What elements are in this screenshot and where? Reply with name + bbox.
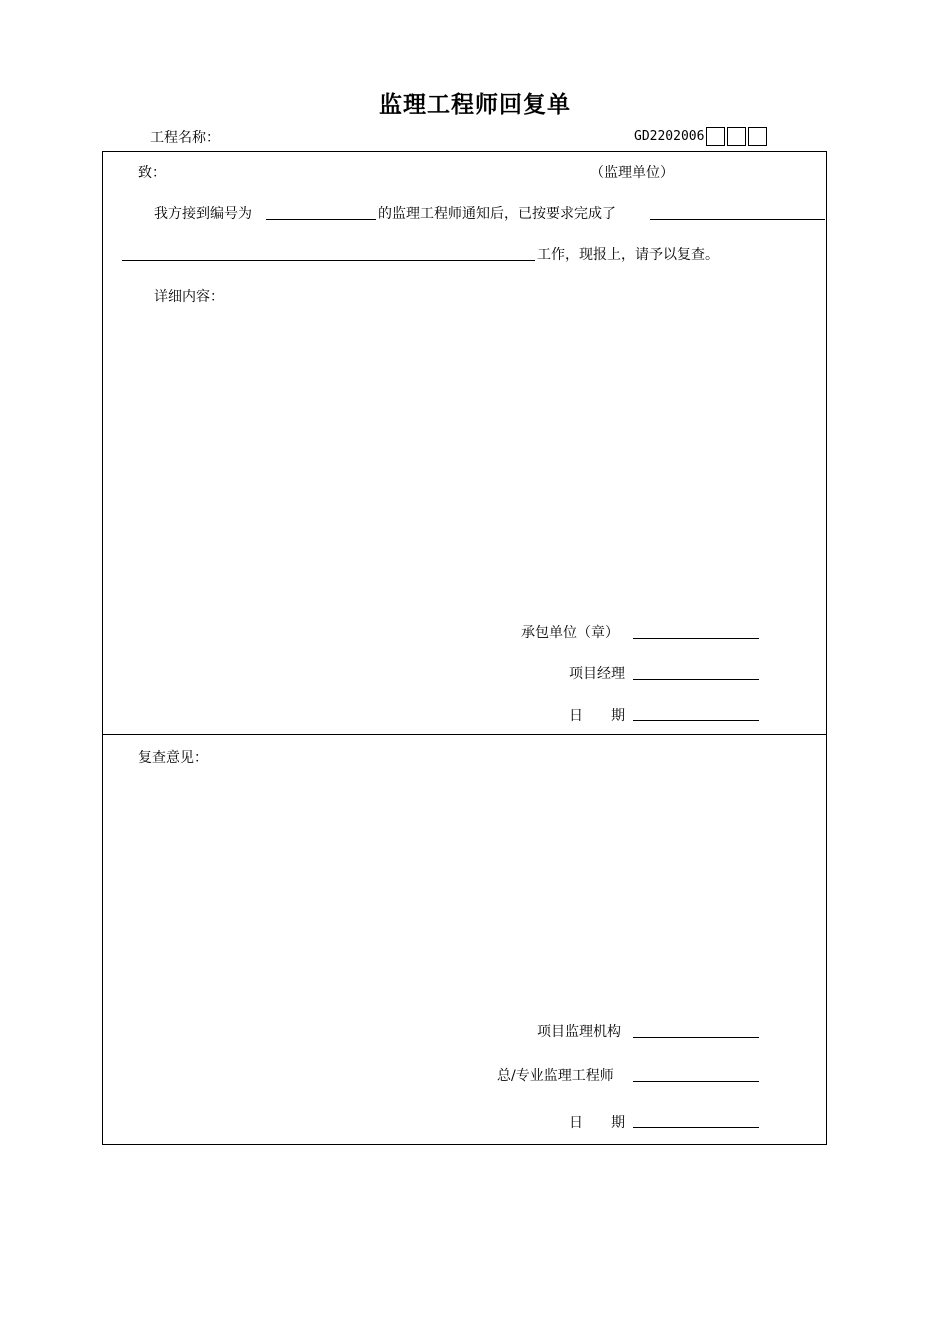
engineer-field[interactable] <box>633 1081 759 1082</box>
section-divider <box>102 734 827 735</box>
contractor-label: 承包单位（章） <box>521 625 619 641</box>
supervisor-unit-label: （监理单位） <box>590 165 674 181</box>
to-label: 致： <box>138 165 166 181</box>
review-date-field[interactable] <box>633 1127 759 1128</box>
sentence-part-1: 我方接到编号为 <box>154 206 252 222</box>
code-digit-box-2[interactable] <box>727 127 746 146</box>
completed-work-field-1[interactable] <box>650 219 825 220</box>
page-title: 监理工程师回复单 <box>379 92 571 118</box>
review-opinion-label: 复查意见： <box>138 750 208 766</box>
date-label: 日 期 <box>569 708 625 724</box>
institution-label: 项目监理机构 <box>537 1024 621 1040</box>
code-digit-box-1[interactable] <box>706 127 725 146</box>
project-manager-label: 项目经理 <box>569 666 625 682</box>
institution-field[interactable] <box>633 1037 759 1038</box>
notice-number-field[interactable] <box>266 219 376 220</box>
details-label: 详细内容： <box>154 289 224 305</box>
sentence-part-3: 工作，现报上，请予以复查。 <box>537 247 719 263</box>
completed-work-field-2[interactable] <box>122 260 535 261</box>
form-code-text: GD2202006 <box>634 128 705 144</box>
sentence-part-2: 的监理工程师通知后，已按要求完成了 <box>378 206 616 222</box>
review-date-label: 日 期 <box>569 1115 625 1131</box>
details-content-area[interactable] <box>150 310 810 610</box>
project-manager-field[interactable] <box>633 679 759 680</box>
date-field[interactable] <box>633 720 759 721</box>
contractor-field[interactable] <box>633 638 759 639</box>
engineer-label: 总/专业监理工程师 <box>497 1068 614 1084</box>
review-opinion-area[interactable] <box>150 772 810 1002</box>
project-name-label: 工程名称： <box>150 130 220 146</box>
code-digit-box-3[interactable] <box>748 127 767 146</box>
form-code <box>634 125 767 147</box>
